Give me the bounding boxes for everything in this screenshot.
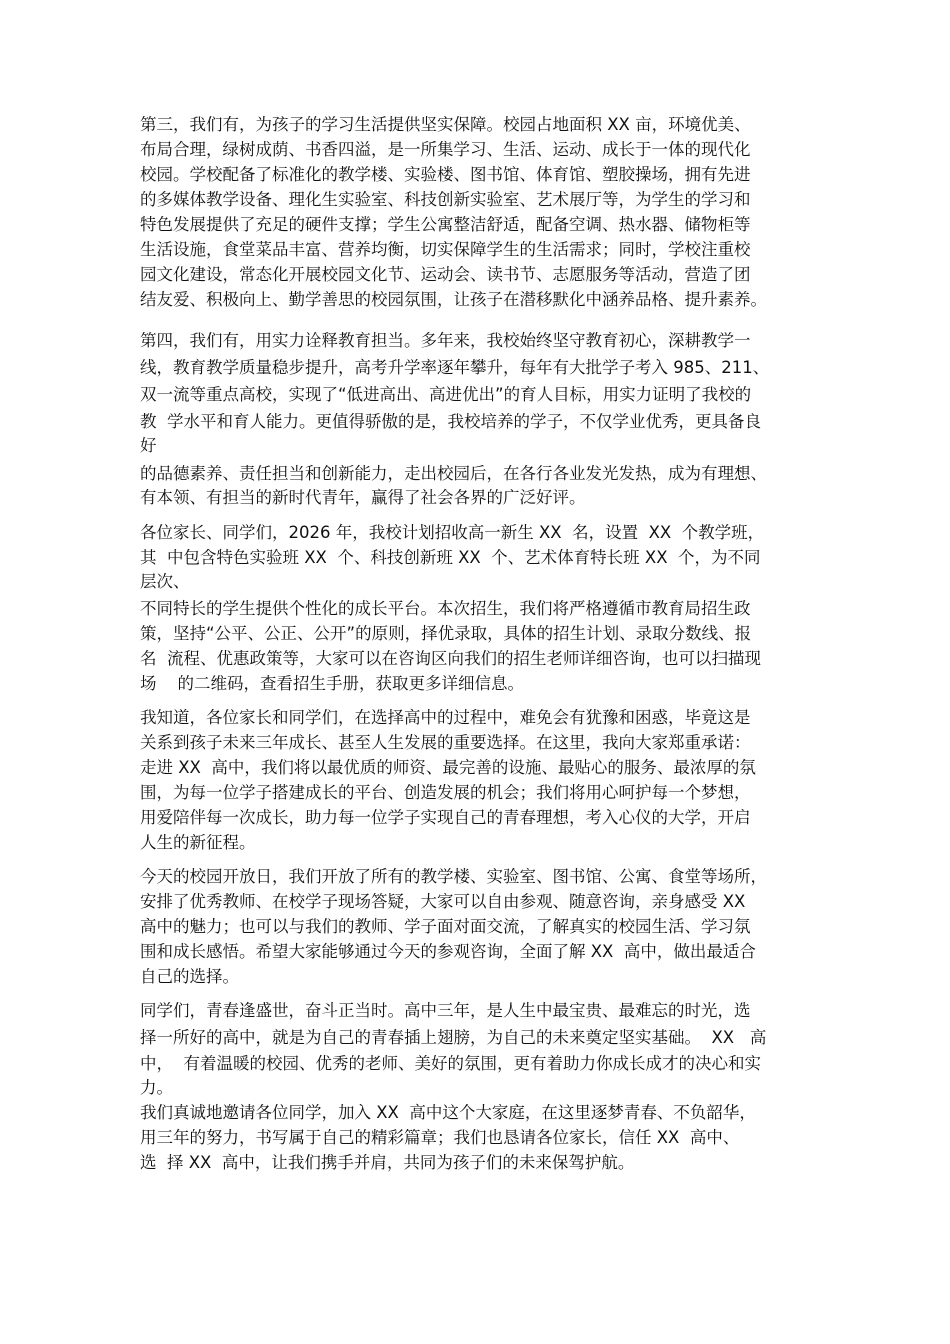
text-line: 线，教育教学质量稳步提升，高考升学率逐年攀升，每年有大批学子考入 985、211、 <box>140 358 770 377</box>
text-line: 双一流等重点高校，实现了“低进高出、高进优出”的育人目标，用实力证明了我校的 <box>140 385 752 404</box>
text-line: 结友爱、积极向上、勤学善思的校园氛围，让孩子在潜移默化中涵养品格、提升素养。 <box>140 290 767 309</box>
text-line: 策，坚持“公平、公正、公开”的原则，择优录取，具体的招生计划、录取分数线、报 <box>140 624 752 643</box>
text-line: 第三，我们有，为孩子的学习生活提供坚实保障。校园占地面积 XX 亩，环境优美、 <box>140 115 751 134</box>
text-line: 层次、 <box>140 572 190 591</box>
text-line: 校园。学校配备了标准化的教学楼、实验楼、图书馆、体育馆、塑胶操场，拥有先进 <box>140 165 751 184</box>
text-line: 中， 有着温暖的校园、优秀的老师、美好的氛围，更有着助力你成长成才的决心和实 <box>140 1054 761 1073</box>
text-line: 布局合理，绿树成荫、书香四溢，是一所集学习、生活、运动、成长于一体的现代化 <box>140 140 751 159</box>
text-line: 关系到孩子未来三年成长、甚至人生发展的重要选择。在这里，我向大家郑重承诺： <box>140 733 751 752</box>
text-line: 用三年的努力，书写属于自己的精彩篇章；我们也恳请各位家长，信任 XX 高中、 <box>140 1128 740 1147</box>
text-line: 好 <box>140 436 157 455</box>
text-line: 的多媒体教学设备、理化生实验室、科技创新实验室、艺术展厅等，为学生的学习和 <box>140 190 751 209</box>
text-line: 有本领、有担当的新时代青年，赢得了社会各界的广泛好评。 <box>140 488 586 507</box>
text-line: 围和成长感悟。希望大家能够通过今天的参观咨询，全面了解 XX 高中，做出最适合 <box>140 942 756 961</box>
text-line: 今天的校园开放日，我们开放了所有的教学楼、实验室、图书馆、公寓、食堂等场所， <box>140 867 767 886</box>
text-line: 生活设施，食堂菜品丰富、营养均衡，切实保障学生的生活需求；同时，学校注重校 <box>140 240 751 259</box>
text-line: 其 中包含特色实验班 XX 个、科技创新班 XX 个、艺术体育特长班 XX 个，为不同 <box>140 548 761 567</box>
text-line: 我们真诚地邀请各位同学，加入 XX 高中这个大家庭，在这里逐梦青春、不负韶华， <box>140 1103 756 1122</box>
text-line: 围，为每一位学子搭建成长的平台、创造发展的机会；我们将用心呵护每一个梦想， <box>140 783 751 802</box>
text-line: 自己的选择。 <box>140 967 239 986</box>
text-line: 各位家长、同学们，2026 年，我校计划招收高一新生 XX 名，设置 XX 个教学班， <box>140 523 765 542</box>
text-line: 选 择 XX 高中，让我们携手并肩，共同为孩子们的未来保驾护航。 <box>140 1153 635 1172</box>
text-line: 人生的新征程。 <box>140 833 256 852</box>
text-line: 用爱陪伴每一次成长，助力每一位学子实现自己的青春理想，考入心仪的大学，开启 <box>140 808 751 827</box>
text-line: 特色发展提供了充足的硬件支撑；学生公寓整洁舒适，配备空调、热水器、储物柜等 <box>140 215 751 234</box>
text-line: 第四，我们有，用实力诠释教育担当。多年来，我校始终坚守教育初心，深耕教学一 <box>140 331 751 350</box>
text-line: 力。 <box>140 1078 173 1097</box>
text-line: 的品德素养、责任担当和创新能力，走出校园后，在各行各业发光发热，成为有理想、 <box>140 464 767 483</box>
text-line: 园文化建设，常态化开展校园文化节、运动会、读书节、志愿服务等活动，营造了团 <box>140 265 751 284</box>
text-line: 走进 XX 高中，我们将以最优质的师资、最完善的设施、最贴心的服务、最浓厚的氛 <box>140 758 756 777</box>
text-line: 教 学水平和育人能力。更值得骄傲的是，我校培养的学子，不仅学业优秀，更具备良 <box>140 412 761 431</box>
text-line: 名 流程、优惠政策等，大家可以在咨询区向我们的招生老师详细咨询，也可以扫描现 <box>140 649 761 668</box>
text-line: 高中的魅力；也可以与我们的教师、学子面对面交流，了解真实的校园生活、学习氛 <box>140 917 751 936</box>
text-line: 我知道，各位家长和同学们，在选择高中的过程中，难免会有犹豫和困惑，毕竟这是 <box>140 708 751 727</box>
text-line: 同学们，青春逢盛世，奋斗正当时。高中三年，是人生中最宝贵、最难忘的时光，选 <box>140 1001 751 1020</box>
text-line: 场 的二维码，查看招生手册，获取更多详细信息。 <box>140 674 524 693</box>
text-line: 不同特长的学生提供个性化的成长平台。本次招生，我们将严格遵循市教育局招生政 <box>140 599 751 618</box>
text-line: 安排了优秀教师、在校学子现场答疑，大家可以自由参观、随意咨询，亲身感受 XX <box>140 892 746 911</box>
text-line: 择一所好的高中，就是为自己的青春插上翅膀，为自己的未来奠定坚实基础。 XX 高 <box>140 1028 767 1047</box>
